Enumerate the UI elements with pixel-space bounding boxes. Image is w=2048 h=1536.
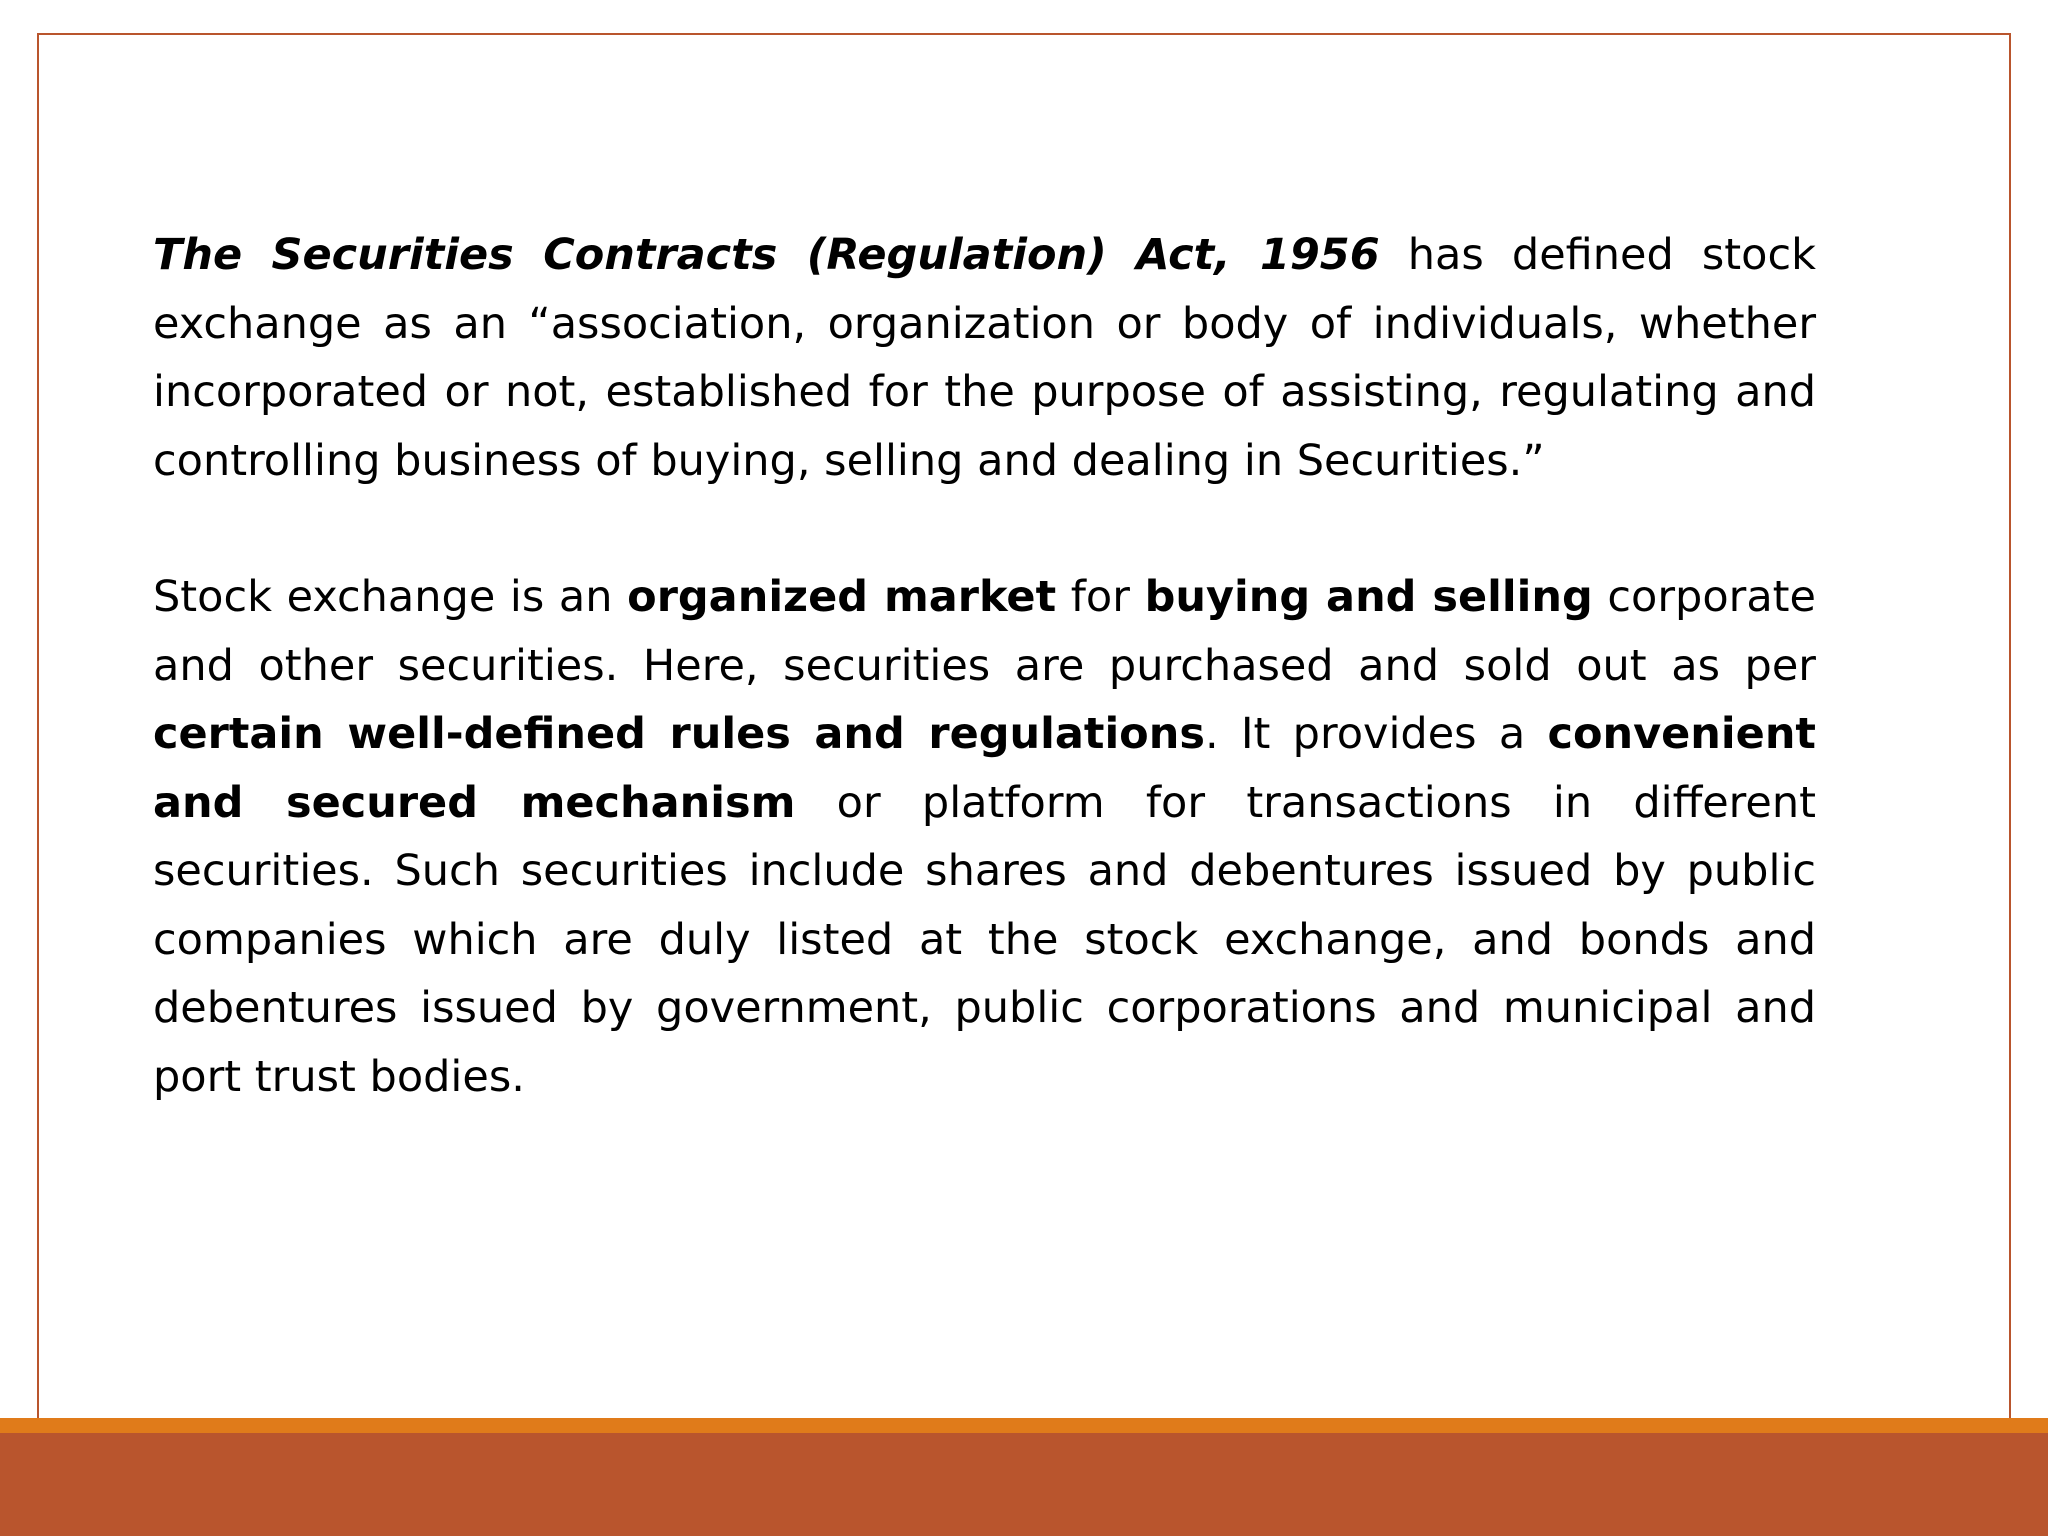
emphasis-rules-regulations: certain well-defined rules and regulations — [153, 709, 1205, 759]
definition-paragraph — [153, 221, 1816, 495]
footer-accent-stripe — [0, 1418, 2048, 1433]
description-text-2: for — [1056, 572, 1145, 622]
emphasis-secured-mechanism: convenient and secured mechanism — [153, 709, 1816, 828]
slide-content — [153, 221, 1816, 1111]
description-paragraph — [153, 563, 1816, 1111]
emphasis-buying-selling: buying and selling — [1144, 572, 1593, 622]
footer-band — [0, 1433, 2048, 1536]
emphasis-organized-market: organized market — [627, 572, 1057, 622]
act-name: The Securities Contracts (Regulation) Act, 1956 — [153, 230, 1380, 280]
description-text-3: corporate and other securities. Here, securities are purchased and sold out as per — [153, 572, 1816, 691]
definition-text: has defined stock exchange as an “association, organization or body of individuals, whether incorporated or not, established for the purpose of assisting, regulating and controlling business of buying, selling and dealing in Securities.” — [153, 230, 1816, 486]
description-text-5: or platform for transactions in different securities. Such securities include shares and debentures issued by public companies which are duly listed at the stock exchange, and bonds and debentures issued by government, public corporations and municipal and port trust bodies. — [153, 777, 1816, 1102]
description-text-4: . It provides a — [1204, 709, 1548, 759]
description-text-1: Stock exchange is an — [153, 572, 628, 622]
